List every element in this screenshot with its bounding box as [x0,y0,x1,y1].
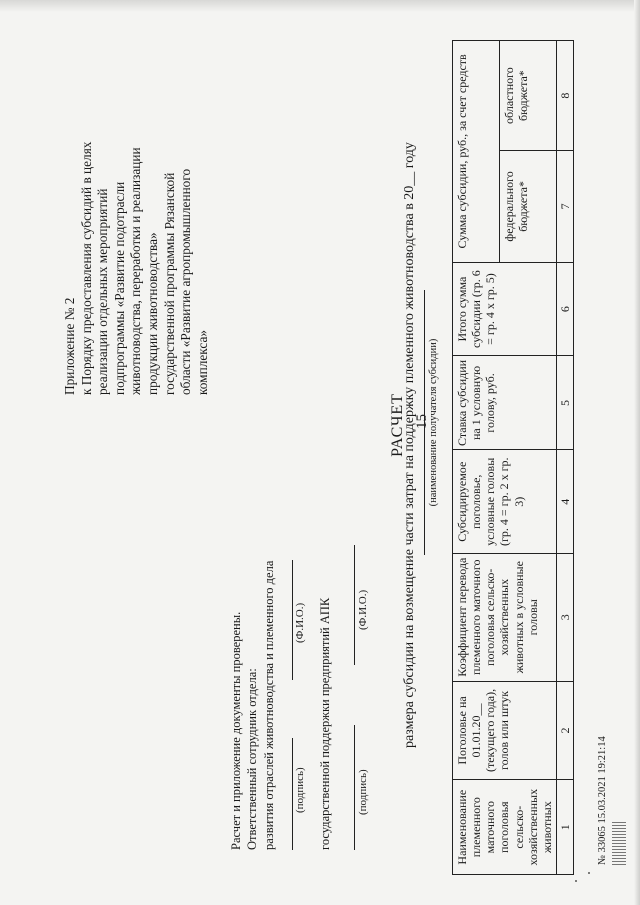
appendix-line: реализации отдельных мероприятий [95,188,111,395]
column-number-cell: 1 [557,780,574,875]
appendix-line: Приложение № 2 [62,297,77,395]
appendix-line: государственной программы Рязанской [161,172,177,395]
column-number-cell: 2 [557,681,574,780]
appendix-line: продукции животноводства» [145,232,161,395]
calc-subtitle: размера субсидии на возмещение части затрат на поддержку племенного животноводства в 20__ году [402,142,417,748]
signature-line [354,725,355,850]
registration-stamp: № 33065 15.03.2021 19:21:14 [597,736,608,865]
verification-text: развития отраслей животноводства и племенного дела [261,560,276,850]
page-number: 15 [414,414,430,429]
fio-caption: (Ф.И.О.) [294,602,306,643]
calc-title: РАСЧЕТ [389,393,406,457]
header-cell: Наименование племенного маточного поголовья сельско-хозяйственных животных [453,780,557,875]
verification-block [228,430,277,850]
fio-line [354,545,355,665]
verification-text: государственной поддержки предприятий АПК [318,597,332,850]
appendix-line: к Порядку предоставления субсидий в целях [78,141,94,395]
registration-stamp-graphic [612,821,626,865]
column-number-cell: 3 [557,553,574,681]
table-header-row [453,41,500,875]
appendix-header [62,55,211,395]
column-number-cell: 8 [557,41,574,151]
signature-line [292,738,293,850]
table-row [557,41,574,875]
appendix-line: комплекса» [194,330,210,395]
column-number-cell: 4 [557,450,574,553]
fio-line [292,560,293,680]
subheader-cell: федерального бюджета* [500,151,557,263]
signature-caption: (подпись) [357,769,369,815]
verification-text: Расчет и приложение документы проверены. [229,611,243,850]
column-number-cell: 5 [557,356,574,450]
header-cell: Поголовье на 01.01.20__ (текущего года), голов или штук [453,681,557,780]
appendix-line: области «Развитие агропромышленного [178,168,194,395]
subsidy-table [452,40,574,875]
verification-text: Ответственный сотрудник отдела: [245,668,260,850]
fio-caption: (Ф.И.О.) [357,589,369,630]
column-number-cell: 7 [557,151,574,263]
header-cell: Ставка субсидии на 1 условную голову, руб. [453,356,557,450]
header-cell: Коэффициент перевода племенного маточного поголовья сельско-хозяйственных животных в условные головы [453,553,557,681]
recipient-caption: (наименование получателя субсидии) [428,338,439,507]
header-cell: Сумма субсидии, руб., за счет средств [453,41,500,263]
header-cell: Итого сумма субсидии (гр. 6 = гр. 4 х гр. 5) [453,262,557,356]
recipient-line [424,290,425,555]
column-number-cell: 6 [557,262,574,356]
subheader-cell: областного бюджета* [500,41,557,151]
header-cell: Субсидируемое поголовье, условные головы (гр. 4 = гр. 2 х гр. 3) [453,450,557,553]
appendix-line: животноводства, переработки и реализации [128,147,144,395]
appendix-line: подпрограммы «Развитие подотрасли [111,181,127,395]
signature-caption: (подпись) [294,767,306,813]
